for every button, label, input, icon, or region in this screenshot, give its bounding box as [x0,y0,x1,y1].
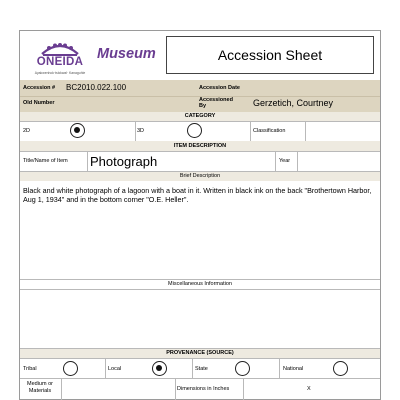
old-number-label: Old Number [23,100,55,106]
provenance-local-label: Local [108,366,122,372]
brief-description-field[interactable]: Black and white photograph of a lagoon with a boat in it. Written in black ink on the back "Brothertown Harbor, Aug 1, 1934" and in the bottom corner "O.E. Heller". [23,186,372,205]
old-number-field[interactable] [66,99,186,109]
dimension-width-field[interactable] [245,380,305,398]
dimensions-separator: X [307,386,311,392]
museum-wordmark: Museum [97,46,156,62]
year-label: Year [279,158,291,164]
provenance-title: PROVENANCE (SOURCE) [166,350,234,356]
radio-3d[interactable] [187,123,202,138]
title-box [166,36,374,74]
dimension-height-field[interactable] [315,380,377,398]
accessioned-by-field[interactable]: Gerzetich, Courtney [253,98,334,108]
accession-date-label: Accession Date [199,85,240,91]
radio-local[interactable] [152,361,167,376]
misc-info-field[interactable] [23,292,377,347]
accession-number-field[interactable]: BC2010.022.100 [66,83,127,92]
classification-field[interactable] [307,123,379,139]
category-title: CATEGORY [184,113,216,119]
logo-name: ONEIDA [36,56,84,68]
brief-description-header [20,172,380,181]
item-description-title: ITEM DESCRIPTION [173,143,227,149]
radio-selected-dot [74,127,80,133]
radio-2d[interactable] [70,123,85,138]
misc-info-header [20,279,380,289]
misc-info-label: Miscellaneous Information [168,281,232,287]
medium-label: Medium or Materials [27,381,53,394]
accession-sheet [19,30,381,400]
category-2d-label: 2D [23,128,31,134]
item-name-label: Title/Name of Item [23,158,68,164]
item-name-field[interactable]: Photograph [90,154,158,169]
provenance-header [20,349,380,358]
provenance-national-label: National [283,366,304,372]
dimensions-label: Dimensions in Inches [177,386,230,392]
provenance-state-label: State [195,366,208,372]
accessioned-by-label: Accessioned By [199,97,233,110]
year-field[interactable] [300,154,378,169]
radio-national[interactable] [333,361,348,376]
category-3d-label: 3D [137,128,145,134]
medium-field[interactable] [63,380,173,398]
accession-date-field[interactable] [251,83,371,93]
radio-selected-dot [156,365,162,371]
classification-label: Classification [253,128,286,134]
page-title: Accession Sheet [217,47,323,63]
provenance-tribal-label: Tribal [23,366,37,372]
radio-tribal[interactable] [63,361,78,376]
category-header [20,112,380,121]
oneida-logo [25,36,95,81]
brief-description-label: Brief Description [179,173,221,179]
item-description-header [20,141,380,151]
radio-state[interactable] [235,361,250,376]
logo-tagline: Ayakwenhok·tslɔkwal· Kanaguhle [34,71,86,75]
accession-number-label: Accession # [23,85,56,91]
